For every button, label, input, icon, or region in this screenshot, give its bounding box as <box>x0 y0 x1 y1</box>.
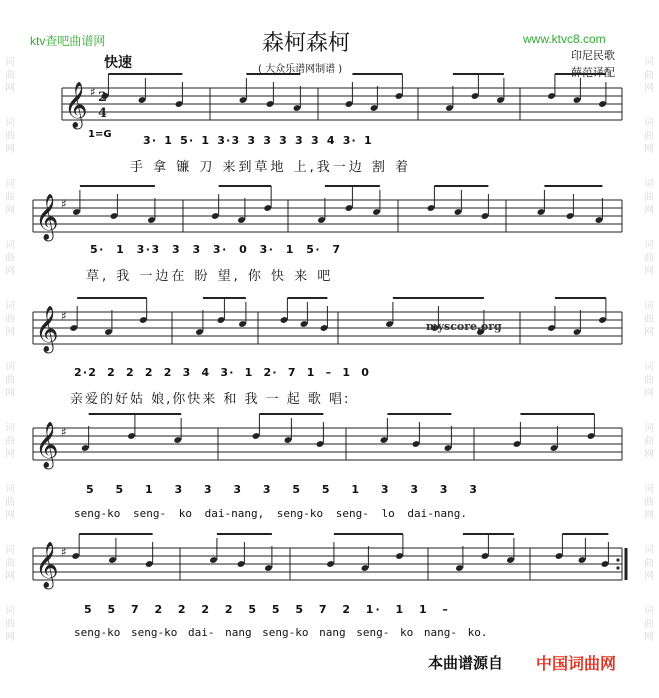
watermark-char: 词 <box>644 545 654 556</box>
watermark-char: 曲 <box>5 253 15 264</box>
sharp-sign: ♯ <box>90 85 96 99</box>
site-link-right[interactable]: www.ktvc8.com <box>523 32 606 46</box>
watermark-char: 网 <box>644 388 654 399</box>
watermark-char: 网 <box>644 571 654 582</box>
watermark-char: 词 <box>5 362 15 373</box>
watermark-char: 词 <box>5 423 15 434</box>
watermark-char: 网 <box>644 83 654 94</box>
treble-clef: 𝄞 <box>64 82 88 128</box>
repeat-dot <box>616 558 619 561</box>
watermark-char: 曲 <box>5 70 15 81</box>
watermark-char: 词 <box>644 423 654 434</box>
sharp-sign: ♯ <box>61 309 67 323</box>
watermark-char: 网 <box>5 266 15 277</box>
watermark-char: 网 <box>5 632 15 643</box>
sharp-sign: ♯ <box>61 425 67 439</box>
watermark-char: 网 <box>644 144 654 155</box>
treble-clef: 𝄞 <box>35 194 59 240</box>
watermark-char: 词 <box>5 240 15 251</box>
watermark-char: 网 <box>5 449 15 460</box>
jianpu-line-2: 5· 1 3·3 3 3 3· 0 3· 1 5· 7 <box>90 243 342 256</box>
watermark-char: 网 <box>5 205 15 216</box>
lyrics-line-4: seng-ko seng- ko dai-nang, seng-ko seng- lo dai-nang. <box>74 507 467 520</box>
song-title: 森柯森柯 <box>262 31 351 56</box>
lyrics-line-1: 手 拿 镰 刀 来到草地 上,我一边 割 着 <box>130 160 412 175</box>
sharp-sign: ♯ <box>61 545 67 559</box>
watermark-char: 词 <box>5 118 15 129</box>
repeat-dot <box>616 566 619 569</box>
watermark-char: 词 <box>5 57 15 68</box>
watermark-char: 曲 <box>644 497 654 508</box>
watermark-char: 网 <box>644 327 654 338</box>
watermark-char: 网 <box>5 571 15 582</box>
watermark-char: 词 <box>5 301 15 312</box>
watermark-char: 词 <box>644 240 654 251</box>
watermark-char: 曲 <box>644 131 654 142</box>
watermark-char: 网 <box>5 327 15 338</box>
time-signature-bottom: 4 <box>98 106 108 121</box>
watermark-char: 词 <box>644 301 654 312</box>
watermark-char: 曲 <box>644 70 654 81</box>
watermark-char: 词 <box>644 362 654 373</box>
time-signature-top: 2 <box>98 90 108 105</box>
jianpu-line-4: 5 5 1 3 3 3 3 5 5 1 3 3 3 3 <box>86 483 479 496</box>
watermark-char: 曲 <box>5 558 15 569</box>
watermark-char: 曲 <box>644 192 654 203</box>
watermark-char: 词 <box>5 545 15 556</box>
sharp-sign: ♯ <box>61 197 67 211</box>
watermark-char: 网 <box>5 83 15 94</box>
site-link-left[interactable]: ktv查吧曲谱网 <box>30 34 106 48</box>
watermark-char: 曲 <box>5 131 15 142</box>
watermark-char: 词 <box>644 606 654 617</box>
watermark-char: 曲 <box>5 436 15 447</box>
watermark-char: 曲 <box>644 253 654 264</box>
lyrics-line-3: 亲爱的好姑 娘,你快来 和 我 一 起 歌 唱: <box>70 392 351 407</box>
treble-clef: 𝄞 <box>35 542 59 588</box>
lyrics-line-5: seng-ko seng-ko dai- nang seng-ko nang seng- ko nang- ko. <box>74 626 488 639</box>
tempo-marking: 快速 <box>104 55 132 71</box>
key-signature-label: 1=G <box>88 129 112 140</box>
jianpu-line-3: 2·2 2 2 2 2 3 4 3· 1 2· 7 1 – 1 0 <box>74 366 371 379</box>
watermark-char: 曲 <box>644 619 654 630</box>
treble-clef: 𝄞 <box>35 306 59 352</box>
watermark-char: 词 <box>644 179 654 190</box>
watermark-char: 词 <box>644 118 654 129</box>
watermark-char: 曲 <box>5 314 15 325</box>
watermark-char: 网 <box>644 205 654 216</box>
watermark-char: 网 <box>644 266 654 277</box>
watermark-char: 词 <box>5 179 15 190</box>
watermark-char: 网 <box>644 510 654 521</box>
watermark-char: 曲 <box>644 314 654 325</box>
arranger-credit: 薛范译配 <box>571 66 615 79</box>
watermark-char: 曲 <box>5 619 15 630</box>
watermark-char: 词 <box>5 606 15 617</box>
treble-clef: 𝄞 <box>35 422 59 468</box>
watermark-char: 曲 <box>5 192 15 203</box>
lyrics-line-2: 草, 我 一边在 盼 望, 你 快 来 吧 <box>86 269 334 284</box>
origin-credit: 印尼民歌 <box>571 49 615 62</box>
watermark-char: 网 <box>644 449 654 460</box>
watermark-char: 网 <box>5 388 15 399</box>
subtitle: ( 大众乐谱网制谱 ) <box>258 64 343 75</box>
watermark-char: 词 <box>5 484 15 495</box>
watermark-char: 网 <box>5 510 15 521</box>
source-label: 本曲谱源自 <box>428 654 504 672</box>
watermark-char: 网 <box>644 632 654 643</box>
watermark-char: 曲 <box>644 436 654 447</box>
watermark-char: 网 <box>5 144 15 155</box>
watermark-char: 曲 <box>644 558 654 569</box>
myscore-watermark: myscore.org <box>426 320 502 333</box>
watermark-char: 曲 <box>644 375 654 386</box>
jianpu-line-5: 5 5 7 2 2 2 2 5 5 5 7 2 1· 1 1 – <box>84 603 450 616</box>
watermark-char: 曲 <box>5 497 15 508</box>
watermark-char: 曲 <box>5 375 15 386</box>
source-site-link[interactable]: 中国词曲网 <box>536 654 617 673</box>
watermark-char: 词 <box>644 57 654 68</box>
jianpu-line-1: 3· 1 5· 1 3·3 3 3 3 3 3 4 3· 1 <box>143 134 373 147</box>
watermark-char: 词 <box>644 484 654 495</box>
